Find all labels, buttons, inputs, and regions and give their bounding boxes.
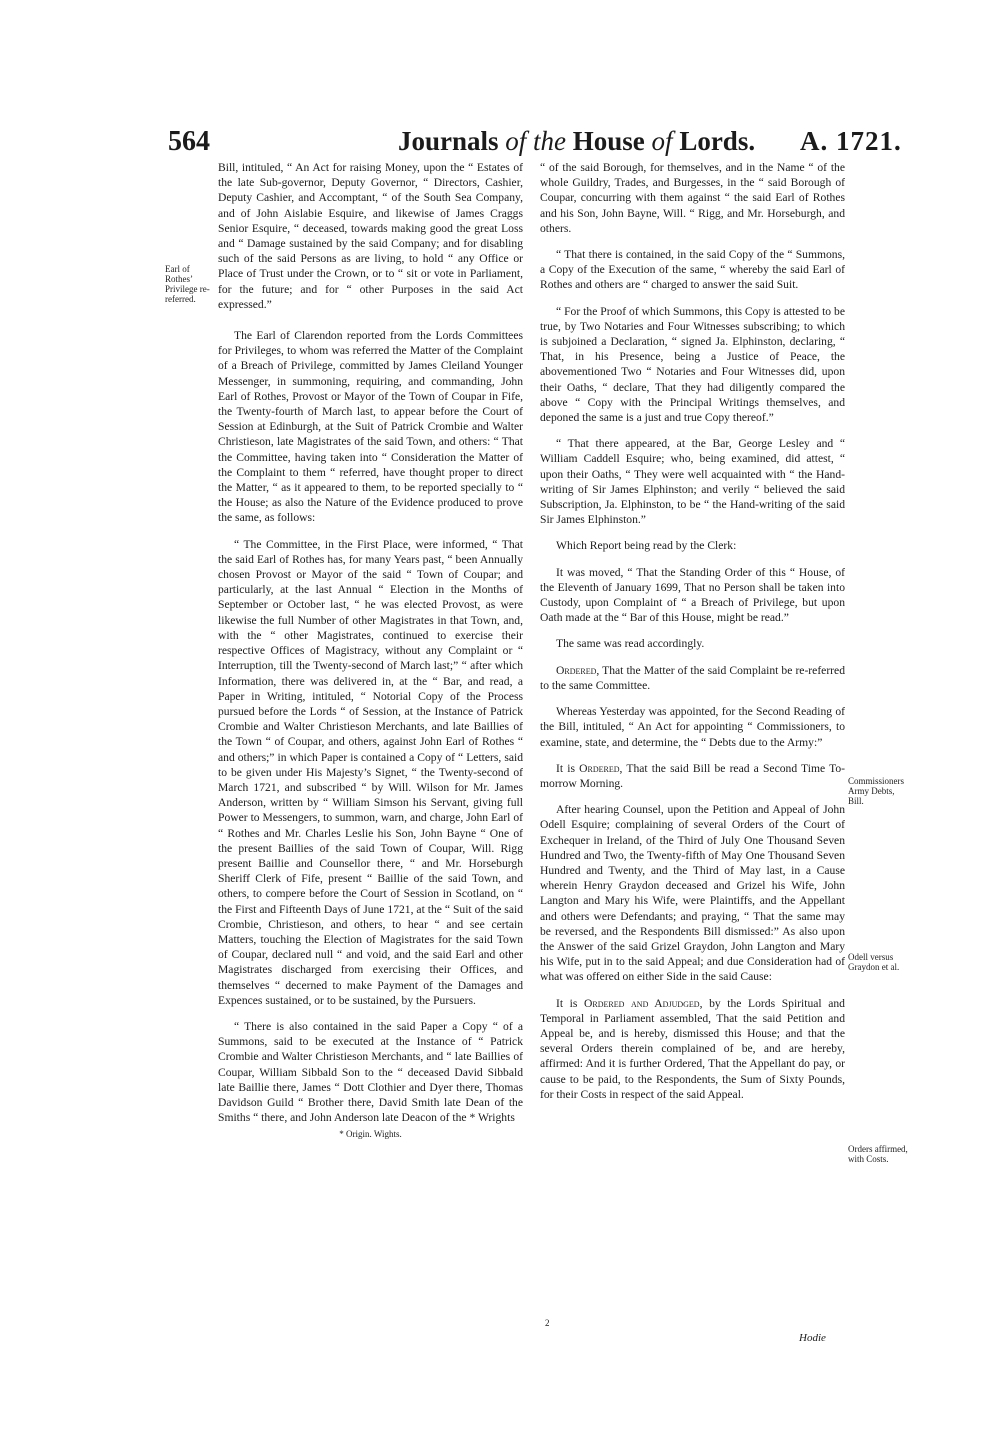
footnote: * Origin. Wights. xyxy=(339,1129,402,1140)
left-column xyxy=(218,160,523,1143)
right-paragraph: “ That there is contained, in the said Copy of the “ Summons, a Copy of the Execution of the same, “ whereby the said Earl of Rothes and others are “ charged to answer the said Suit. xyxy=(540,248,845,292)
right-paragraph: The same was read accordingly. xyxy=(556,637,705,651)
right-paragraph: “ of the said Borough, for themselves, and in the Name “ of the whole Guildry, Trades, and Burgesses, in the “ said Borough of Coupar, concurring with them against “ the said Earl of Rothes and his Son, John Bayne, Will. “ Rigg, and Mr. Horseburgh, and others. xyxy=(540,161,845,235)
left-paragraph: “ The Committee, in the First Place, were informed, “ That the said Earl of Rothes has, for many Years past, “ been Annually chosen Provost or Mayor of the said “ Town of Coupar; and particularly, at the last Annual “ Election in the Months of September or October last, “ he was elected Provost, as were likewise the full Number of other Magistrates in that Town, and, with the “ other Magistrates, continued to exercise their respective Offices of Magistracy, without any Complaint or “ Interruption, till the Twenty-second of March last;” “ after which Information, there was delivered in, at the “ Bar, and read, a Paper in Writing, intituled, “ Notorial Copy of the Process pursued before the Lords “ of Session, at the Instance of Patrick Crombie and Walter Christieson Merchants, and late Baillies of the Town “ of Coupar, and others, against John Earl of Rothes “ and others;” in which Paper is contained a Copy of “ Letters, said to be given under His Majesty’s Signet, “ the Twenty-second of March 1721, and subscribed “ by Will. Wilson for Mr. James Anderson, written by “ William Simson his Servant, giving full Power to Messengers, to summon, warn, and charge, John Earl of “ Rothes and Mr. Charles Leslie his Son, John Bayne “ One of the present Baillies of the said Town of Coupar, Will. Rigg present Baillie and Counsellor there, “ and Mr. Horseburgh Sheriff Clerk of Fife, present “ Baillie of the said Town, and others, to compere before the Court of Session in Scotland, on “ the First and Fifteenth Days of June 1721, at the “ Suit of the said Crombie, Christieson, and others, to hear “ and see certain Matters, touching the Election of Magistrates for the said Town of Coupar, declared null “ and void, and the said Earl and other Magistrates discharged from exercising their Offices, and themselves “ decerned to make Payment of the Damages and Expences sustained, or to be sustained, by the Pursuers. xyxy=(218,537,523,1007)
order-paragraph: Ordered, That the Matter of the said Complaint be re-referred to the same Committee. xyxy=(540,663,845,692)
right-column xyxy=(540,160,845,1102)
right-paragraph: “ For the Proof of which Summons, this Copy is attested to be true, by Two Notaries and Four Witnesses subscribing; to which is subjoined a Declaration, “ signed Ja. Elphinston, declaring, “ That, in his Presence, being a Justice of Peace, the abovementioned Two “ Notaries and Four Witnesses did, upon their Oaths, “ declare, That they had diligently compared the above “ Copy with the Principal Writings themselves, and deponed the same is a just and true Copy thereof.” xyxy=(540,304,845,425)
margin-note-army: Commissioners Army Debts, Bill. xyxy=(848,776,905,806)
right-paragraph: It was moved, “ That the Standing Order of this “ House, of the Eleventh of January 1699, That no Person shall be taken into Custody, upon Complaint of “ a Breach of Privilege, but upon Oath made at the “ Bar of this House, might be read.” xyxy=(540,565,845,625)
right-paragraph: “ That there appeared, at the Bar, George Lesley and “ William Caddell Esquire; who, being examined, did attest, “ upon their Oaths, “ They were well acquainted with “ the Hand-writing of Sir James Elphinston; and verily “ believed the said Subscription, Ja. Elphinston, to be “ the Hand-writing of the said Sir James Elphinston.” xyxy=(540,437,845,527)
right-paragraph: After hearing Counsel, upon the Petition and Appeal of John Odell Esquire; complaining of several Orders of the Court of Exchequer in Ireland, of the Third of July One Thousand Seven Hundred and Two, the Twenty-fifth of May One Thousand Seven Hundred and Twenty, and the Third of May last, in a Cause wherein Henry Graydon deceased and Grizel his Wife, John Langton and Mary his Wife, were Plaintiffs, and the Appellant and others were Defendants; and praying, “ That the same may be reversed, and the Respondents Bill dismissed:” As also upon the Answer of the said Grizel Graydon, John Langton and Mary his Wife, put in to the said Appeal; and due Consideration had of what was offered on either Side in the said Cause: xyxy=(540,803,845,984)
margin-note-orders: Orders affirmed, with Costs. xyxy=(848,1144,908,1164)
right-paragraph: Which Report being read by the Clerk: xyxy=(556,539,737,553)
year-heading: A. 1721. xyxy=(800,126,902,156)
page-number: 564 xyxy=(168,126,210,157)
margin-note-rothes: Earl of Rothes’ Privilege re-referred. xyxy=(165,264,210,304)
catchword: Hodie xyxy=(799,1332,826,1344)
order-paragraph: It is Ordered, That the said Bill be read a Second Time To-morrow Morning. xyxy=(540,761,845,790)
order-paragraph: It is Ordered and Adjudged, by the Lords Spiritual and Temporal in Parliament assembled, That the said Petition and Appeal be, and is hereby, dismissed this House; and that the several Orders therein complained of be, and are hereby, affirmed: And it is further Ordered, That the Appellant do pay, or cause to be paid, to the Respondents, the Sum of Sixty Pounds, for their Costs in respect of the said Appeal. xyxy=(540,996,845,1101)
right-paragraph: Whereas Yesterday was appointed, for the Second Reading of the Bill, intituled, “ An Act for appointing “ Commissioners, to examine, state, and determine, the “ Debts due to the Army:” xyxy=(540,705,845,749)
margin-note-odell: Odell versus Graydon et al. xyxy=(848,952,900,972)
left-paragraph: “ There is also contained in the said Paper a Copy “ of a Summons, said to be executed at the Instance of “ Patrick Crombie and Walter Christieson Merchants, and “ late Baillies of Coupar, William Sibbald Son to the “ deceased David Sibbald late Baillie there, James “ Dott Clothier and Dyer there, Thomas Davidson Guild “ Brother there, David Smith late Dean of the Smiths “ there, and John Anderson late Deacon of the * Wrights xyxy=(218,1019,523,1125)
left-paragraph: The Earl of Clarendon reported from the Lords Committees for Privileges, to whom was referred the Matter of the Complaint of a Breach of Privilege, committed by James Cleiland Younger Messenger, in summoning, requiring, and commanding, John Earl of Rothes, Provost or Mayor of the Town of Coupar in Fife, the Twenty-fourth of March last, to appear before the Court of Session at Edinburgh, at the Suit of Patrick Crombie and Walter Christieson, late Magistrates of the said Town, and others: “ That the Committee, having taken into “ Consideration the Matter of the Complaint to them “ referred, have thought proper to direct the Matter, “ as it appeared to them, to be reported specially to “ the House; as also the Nature of the Evidence produced to prove the same, as follows: xyxy=(218,329,523,525)
running-title: Journals of the House of Lords. xyxy=(398,126,756,156)
left-paragraph: Bill, intituled, “ An Act for raising Money, upon the “ Estates of the late Sub-governor, Deputy Governor, “ Directors, Cashier, Deputy Cashier, and Accomptant, “ of the South Sea Company, and of John Aislabie Esquire, and likewise of James Craggs Senior Esquire, “ deceased, towards making good the great Loss and “ Damage sustained by the said Company; and for disabling such of the said Persons as are living, to hold “ any Office or Place of Trust under the Crown, or to “ sit or vote in Parliament, for the future; and for “ other Purposes in the said Act expressed.” xyxy=(218,161,523,311)
signature-mark: 2 xyxy=(545,1318,550,1328)
